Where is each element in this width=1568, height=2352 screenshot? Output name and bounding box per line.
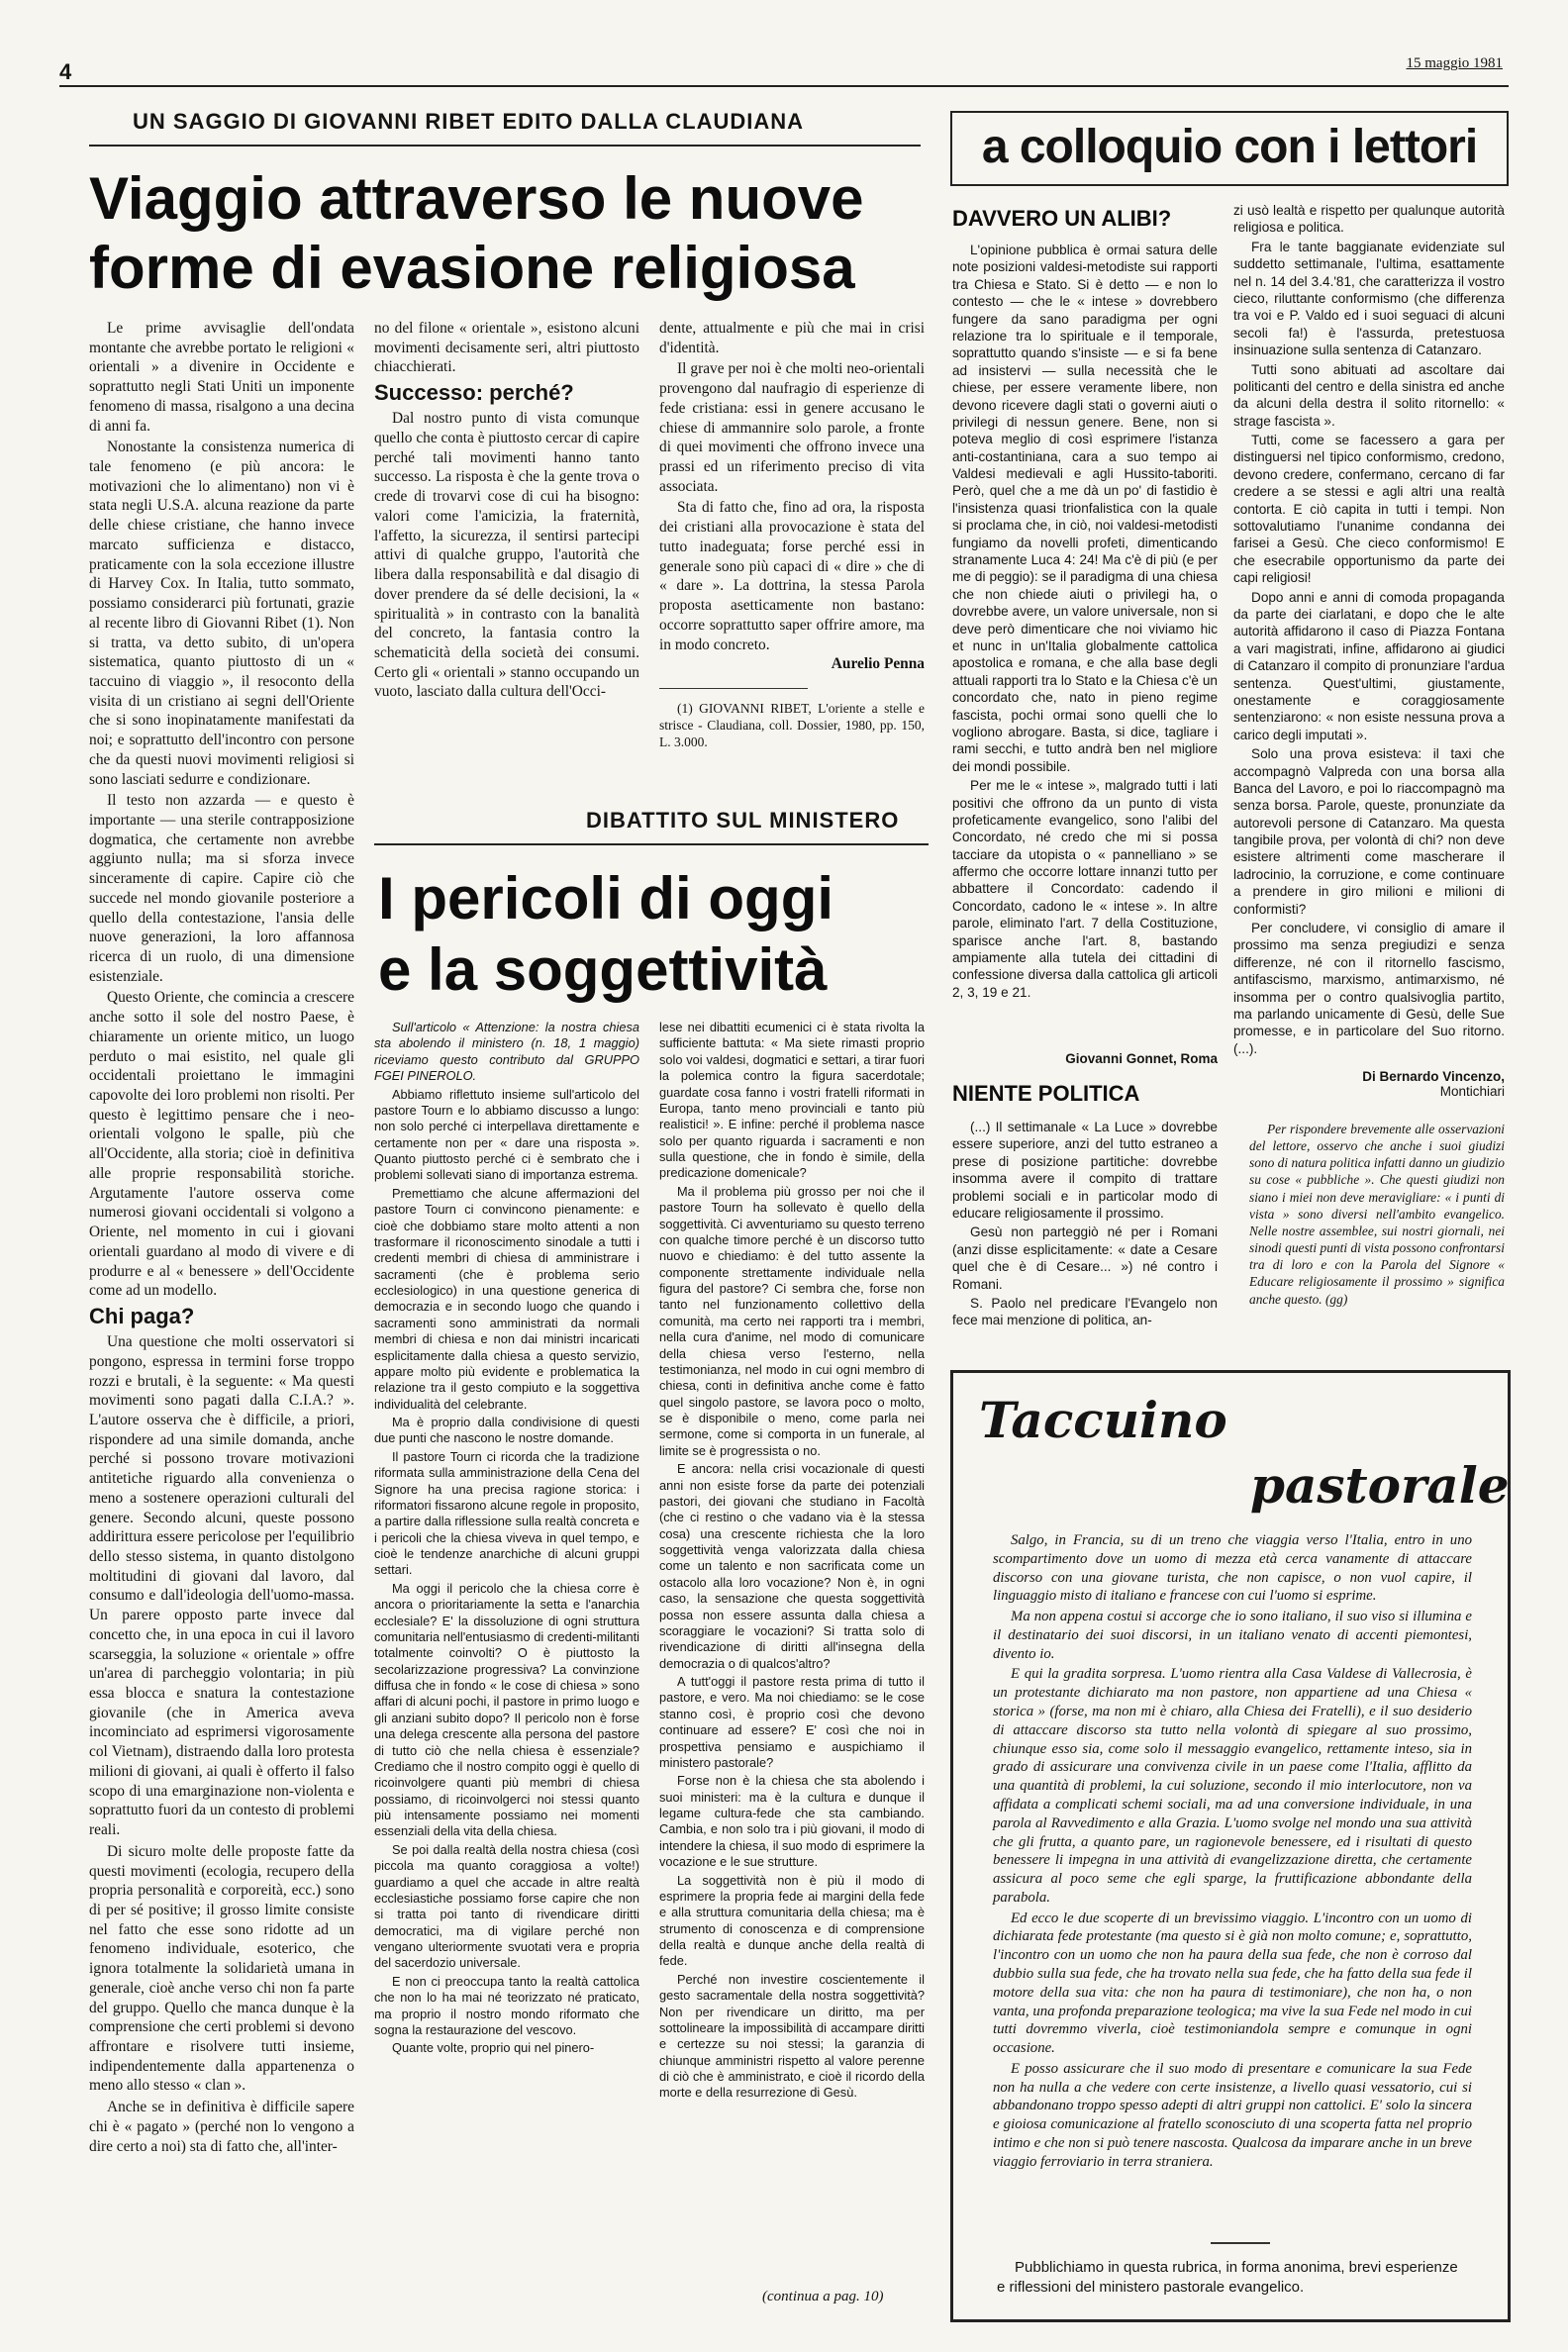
paragraph: E non ci preoccupa tanto la realtà cattolica che non lo ha mai né teorizzato né praticato, ma proprio il nostro mondo riformato che sogna la restaurazione del vescovo. (374, 1973, 639, 2037)
article1-title (89, 164, 864, 303)
paragraph: Il testo non azzarda — e questo è importante — una sterile contrapposizione dogmatica, che certamente non avrebbe aggiunto nulla; ma si sforza invece sinceramente di capire. Capire ciò che succede nel mondo giovanile posteriore a quello della contestazione, l'ansia delle nuove generazioni, la loro affannosa ricerca di un ruolo, di una dimensione esistenziale. (89, 792, 354, 985)
article2-title-line1: I pericoli di oggi (378, 865, 834, 931)
paragraph: no del filone « orientale », esistono alcuni movimenti decisamente seri, altri piuttosto chiacchierati. (374, 320, 639, 376)
paragraph: Se poi dalla realtà della nostra chiesa (così piccola ma quanto coraggiosa a volte!) guardiamo a quel che accade in altre realtà ecclesiastiche possiamo forse capire che non si tratta poi tanto di rivendicare diritti democratici, ma di vigilare perché non vengano ulteriormente svuotati vera e propria del sacerdozio universale. (374, 1841, 639, 1971)
paragraph: Ma è proprio dalla condivisione di questi due punti che nascono le nostre domande. (374, 1415, 639, 1446)
paragraph: La soggettività non è più il modo di esprimere la propria fede ai margini della fede e alla struttura comunitaria della chiesa; ma è strumento di conoscenza e di comprensione della realtà e dunque anche della realtà di fede. (659, 1872, 925, 1969)
colloquio-header: a colloquio con i lettori (950, 111, 1509, 186)
paragraph: Una questione che molti osservatori si pongono, espressa in termini forse troppo rozzi e brutali, è la seguente: « Ma questi movimenti sono pagati dalla C.I.A.? ». L'autore osserva che è difficile, a priori, rispondere ad una simile domanda, anche perché si possono trovare motivazioni antitetiche riguardo alla convenienza o meno a sostenere operazioni culturali del genere. Secondo alcuni, queste possono addirittura essere pericolose per l'equilibrio dello stesso sistema, in quanto distolgono moltitudini di giovani dal lavoro, dal consumo e dall'ideologia dell'uomo-massa. Un parere opposto parte invece dal concetto che, in una epoca in cui il lavoro scarseggia, la soluzione « orientale » offre un'area di parcheggio volontaria; in più essa blocca e snatura la contestazione giovanile (che in America aveva incominciato ad esprimersi vigorosamente col Vietnam), distraendo dalla loro protesta milioni di giovani, ai quali è offerto il falso scopo di una emarginazione non-violenta e soprattutto fuori da un contesto di problemi reali. (89, 1333, 354, 1839)
article2-kicker-rule (374, 843, 929, 845)
letter2-body (952, 1119, 1218, 1386)
paragraph: Solo una prova esisteva: il taxi che accompagnò Valpreda con una borsa alla Banca del Lavoro, e poi lo riaccompagnò ma senza borsa. Parole, queste, pronunziate da autorevoli persone di Catanzaro. Ma questa tangibile prova, per volontà di chi? non deve esistere altrimenti come mascherare il ladrocinio, la corruzione, e come continuare a prendere in giro milioni e milioni di conformisti? (1233, 746, 1505, 917)
article2-column-2 (659, 1020, 925, 2277)
paragraph: A tutt'oggi il pastore resta prima di tutto il pastore, e vero. Ma noi chiediamo: se le cose stanno così, è proprio così che devono continuare ad essere? E' così che noi in prospettiva pensiamo e auspichiamo il ministero pastorale? (659, 1674, 925, 1770)
letter2-signature-place: Montichiari (1439, 1084, 1505, 1099)
paragraph: Gesù non parteggiò né per i Romani (anzi disse esplicitamente: « date a Cesare quel che è di Cesare... ») né contro i Romani. (952, 1225, 1218, 1292)
letter1-title: DAVVERO UN ALIBI? (952, 206, 1172, 231)
paragraph: zi usò lealtà e rispetto per qualunque autorità religiosa e politica. (1233, 203, 1505, 236)
article1-column-2 (374, 319, 639, 784)
issue-date: 15 maggio 1981 (1406, 55, 1503, 71)
paragraph: Sta di fatto che, fino ad ora, la risposta dei cristiani alla provocazione è stata del tutto inadeguata; forse perché essi in generale sono più capaci di « dire » che di « dare ». La dottrina, la stessa Parola proposta asetticamente non bastano: occorre soprattutto saper offrire amore, ma in modo concreto. (659, 499, 925, 653)
paragraph: Fra le tante baggianate evidenziate sul suddetto settimanale, l'ultima, esattamente nel n. 14 del 3.4.'81, che caratterizza il vostro cieco, riluttante conformismo (che differenza tra voi e P. Valdo ed i suoi seguaci di alcuni secoli fa!) è l'assurda, pretestuosa insinuazione sulla sentenza di Catanzaro. (1233, 239, 1505, 358)
letter2-title: NIENTE POLITICA (952, 1081, 1140, 1106)
paragraph: Il grave per noi è che molti neo-orientali provengono dal naufragio di esperienze di fede cristiana: essi in genere accusano le chiese di ammannire solo parole, a fronte di quei movimenti che offrono invece una prassi ed un riferimento preciso di vita associata. (659, 360, 925, 495)
paragraph: Forse non è la chiesa che sta abolendo i suoi ministeri: ma è la cultura e dunque il legame cultura-fede che sta cambiando. Cambia, e non solo tra i più giovani, il modo di intendere la chiesa, il suo modo di esprimere la vocazione e le sue strutture. (659, 1773, 925, 1870)
article2-intro: Sull'articolo « Attenzione: la nostra chiesa sta abolendo il ministero (n. 18, 1 maggio) riceviamo questo contributo dal GRUPPO FGEI PINEROLO. (374, 1020, 639, 1084)
paragraph: Premettiamo che alcune affermazioni del pastore Tourn ci convincono pienamente: e cioè che dobbiamo stare molto attenti a non trasformare il riconoscimento sinodale a tutti i credenti membri di chiesa di amministrare i sacramenti (che è problema serio ecclesiologico) in una questione generica di democrazia e in secondo luogo che quando i sacramenti sono amministrati da normali membri di chiesa e non dai ministri incaricati esplicitamente dalla chiesa a questo servizio, appare molto più evidente e problematica la relazione tra il gesto compiuto e la soggettiva individualità del celebrante. (374, 1185, 639, 1412)
article1-title-line1: Viaggio attraverso le nuove (89, 165, 864, 232)
paragraph: Per me le « intese », malgrado tutti i lati positivi che offrono da un punto di vista profeticamente evangelico, sono l'alibi del Concordato, né credo che mi si possa tacciare da utopista o « pannelliano » se affermo che occorre lottare innanzi tutto per abbattere il Concordato: cadendo il Concordato, cadono le « intese ». In altre parole, eliminato l'art. 7 della Costituzione, sparisce anche l'art. 8, bastando ampiamente alla tutela dei cittadini di confessione diversa dalla cattolica gli articoli 2, 3, 19 e 21. (952, 778, 1218, 1000)
kicker-rule (89, 145, 921, 147)
paragraph: Questo Oriente, che comincia a crescere anche sotto il sole del nostro Paese, è chiaramente un oriente mitico, un luogo perduto o mai esistito, nel quale gli occidentali proiettano le immagini capovolte dei loro problemi non risolti. Per questo è legittimo pensare che i neo-orientali volgono le spalle, più che all'Occidente, alla storia; cioè in definitiva alle proprie responsabilità storiche. Argutamente l'autore osserva come numerosi giovani occidentali si volgono a Oriente, nel momento in cui i giovani orientali guardano al modo di vivere e di produrre e al « benessere » dell'Occidente come ad un modello. (89, 989, 354, 1300)
paragraph: (...) Il settimanale « La Luce » dovrebbe essere superiore, anzi del tutto estraneo a prese di posizione partitiche: dovrebbe insomma avere il compito di trattare problemi sociali e in particolar modo di educare religiosamente il prossimo. (952, 1120, 1218, 1221)
paragraph: Perché non investire coscientemente il gesto sacramentale della nostra soggettività? Non per rivendicare un diritto, ma per sottolineare la impossibilità di accampare diritti e certezze su noi stessi; la garanzia di chiunque amministri rispetto al valore perenne di ciò che è amministrato, e cioè il ricordo della morte e della resurrezione di Gesù. (659, 1971, 925, 2101)
letter1-body (952, 242, 1218, 1069)
taccuino-body (993, 1531, 1472, 2224)
paragraph: Quante volte, proprio qui nel pinero- (392, 2040, 595, 2056)
paragraph: Salgo, in Francia, su di un treno che viaggia verso l'Italia, entro in uno scompartimento dove un uomo di mezza età cerca vanamente di attaccare discorso con una giovane turista, che non capisce, o non vuol capire, il linguaggio misto di italiano e francese con cui l'uomo si esprime. (993, 1532, 1472, 1605)
divider-mark (1211, 2242, 1270, 2244)
article1-column-1 (89, 319, 354, 2155)
paragraph: dente, attualmente e più che mai in crisi d'identità. (659, 320, 925, 356)
paragraph: E ancora: nella crisi vocazionale di questi anni non esiste forse da parte dei potenziali pastori, dei giovani che studiano in Facoltà (che ci restino o che vadano via è la stessa cosa) una crescente richiesta che la loro soggettività venga valorizzata dalla chiesa come un talento e non sacrificata come un ostacolo alla loro vocazione? Non è, in ogni caso, la sensazione che questa soggettività possa non essere assunta dalla chiesa a scoraggiare le vocazioni? Si tratta solo di rivendicazione di diritti all'insegna della democrazia o di qualcos'altro? (659, 1461, 925, 1671)
paragraph: Anche se in definitiva è difficile sapere chi è « pagato » (perché non lo vengono a dire certo a noi) sta di fatto che, all'inter- (89, 2099, 354, 2155)
paragraph: Tutti, come se facessero a gara per distinguersi nel tipico conformismo, credono, devono credere, confermano, cercano di far credere a se stessi e agli altri una realtà contorta. E ciò capita in tutti i tempi. Non sottovalutiamo l'unanime condanna dei farisei a Gesù. Che cieco conformismo! E che esecrabile opportunismo da parte dei capi religiosi! (1233, 433, 1505, 586)
article1-column-3 (659, 319, 925, 794)
paragraph: Ma oggi il pericolo che la chiesa corre è ancora o prioritariamente la setta e l'anarchia ecclesiale? E' la dissoluzione di ogni struttura comunitaria nell'entusiasmo di credenti-militanti totalmente coinvolti? O è piuttosto la secolarizzazione progressiva? La convinzione diffusa che in fondo « le cose di chiesa » sono affari di alcuni pochi, il pastore in primo luogo e gli anziani subito dopo? Il pericolo non è forse una delega crescente alla persona del pastore di tutto ciò che nella chiesa è essenziale? Crediamo che il nostro compito oggi è quello di ricoinvolgere quanti più membri di chiesa possiamo, di ricoinvolgerci noi stessi quanto più intensamente possiamo nei momenti essenziali della vita della chiesa. (374, 1580, 639, 1839)
article1-kicker: UN SAGGIO DI GIOVANNI RIBET EDITO DALLA CLAUDIANA (133, 109, 805, 134)
paragraph: Tutti sono abituati ad ascoltare dai politicanti del centro e della sinistra ed anche da alcuni della destra il solito ritornello: « strage fascista ». (1233, 361, 1505, 429)
continued-note: (continua a pag. 10) (762, 2289, 884, 2304)
paragraph: Dopo anni e anni di comoda propaganda da parte dei ciarlatani, e dopo che le alte autorità affidarono il caso di Piazza Fontana a vari magistrati, infine, affidarono ai giudici di Catanzaro il compito di pronunziare l'ardua sentenza. Quest'ultimi, giustamente, onestamente e coraggiosamente sentenziarono: « non esiste nessuna prova a carico degli imputati ». (1233, 589, 1505, 742)
editor-reply (1249, 1121, 1505, 1390)
paragraph: Le prime avvisaglie dell'ondata montante che avrebbe portato le religioni « orientali » a divenire in Occidente e soprattutto negli Stati Uniti un imponente fenomeno di massa, risalgono a una decina di anni fa. (89, 320, 354, 435)
paragraph: Per rispondere brevemente alle osservazioni del lettore, osservo che anche i suoi giudizi sono di natura politica infatti danno un giudizio su cose « pubbliche ». Che questi giudizi non siano i miei non deve meravigliare: « i punti di vista » sono diversi nell'ambito evangelico. Nelle nostre assemblee, sui nostri giornali, nei sinodi questi punti di vista possono confrontarsi tra di loro e con la Parola del Signore « Educare religiosamente il prossimo » significa anche questo. (gg) (1249, 1122, 1505, 1307)
page-number: 4 (59, 59, 72, 84)
subheading-chi-paga: Chi paga? (89, 1303, 195, 1328)
taccuino-title-1: Taccuino (979, 1391, 1227, 1449)
article2-title-line2: e la soggettività (378, 936, 828, 1003)
article2-column-1 (374, 1020, 639, 2310)
paragraph: lese nei dibattiti ecumenici ci è stata rivolta la sufficiente battuta: « Ma siete rimasti proprio solo voi valdesi, dogmatici e settari, a tirar fuori la polemica contro la figura sacerdotale; guardate cosa fanno i vostri fratelli riformati in Europa, tanto meno provinciali e tanto più realistici! ». E infine: perché il problema nasce solo per quanto riguarda i sacramenti e non sulla questione, che in fondo è simile, della predicazione domenicale? (659, 1020, 925, 1181)
paragraph: L'opinione pubblica è ormai satura delle note posizioni valdesi-metodiste sui rapporti tra Chiesa e Stato. Si è detto — e non lo contesto — che le « intese » dovrebbero fungere da sano paradigma per ogni relazione tra lo spirituale e il temporale, soprattutto quando s'insiste — e si fa bene ad insistervi — sulla necessità che le chiese, per essere veramente libere, non devono ricevere dagli stati o governi aiuti o privilegi di nessun genere. Bene, non si poteva meglio di così esprimere l'istanza anti-costantiniana, cara a suo tempo ai Valdesi medievali e agli Hussito-taboriti. Però, quel che a me dà un po' di fastidio è l'insistenza quasi trionfalistica con la quale si proclama che, in ciò, noi valdesi-metodisti fungiamo da novelli profeti, dimenticando stranamente Luca 4: 24! Ma c'è di più (e per me di peggio): se il paradigma di una chiesa che non chiede aiuti o privilegi ha, o dovrebbe avere, un valore universale, non si deve però dimenticare che noi viviamo hic et nunc in un'Italia globalmente cattolica apostolica e romana, e che alla base degli attuali rapporti tra lo Stato e la Chiesa c'è un concordato che, nato in pieno regime fascista, pochi ormai sono quelli che lo vogliono abrogare. Basta, si dice, tagliare i rami secchi, e tutto andrà ben nel migliore dei mondi possibile. (952, 243, 1218, 774)
article1-footnote: (1) GIOVANNI RIBET, L'oriente a stelle e strisce - Claudiana, coll. Dossier, 1980, pp. 150, L. 3.000. (659, 700, 925, 750)
article1-title-line2: forme di evasione religiosa (89, 235, 855, 301)
letter2-continued (1233, 202, 1505, 1069)
article2-kicker: DIBATTITO SUL MINISTERO (586, 808, 900, 833)
taccuino-title-2: pastorale (1250, 1456, 1510, 1515)
top-rule (59, 85, 1509, 87)
paragraph: Ed ecco le due scoperte di un brevissimo viaggio. L'incontro con un uomo di dichiarata fede protestante (ma questo si è già non molto comune; e, soprattutto, l'incontro con un uomo che non ha paura della sua fede, che non è corroso dal dubbio sulla sua fede, che ha trovato nella sua fede, che ha fatto della sua fede il motore della sua vita: che non ha paura di testimoniare), che non ha, o non vanta, una profonda preparazione teologica; ma vive la sua Fede nel modo in cui tutti dovremmo viverla, cioè testimoniandola sempre e comunque in ogni occasione. (993, 1910, 1472, 2057)
paragraph: Abbiamo riflettuto insieme sull'articolo del pastore Tourn e lo abbiamo discusso a lungo: non solo perché ci interpellava direttamente e certamente non per « dare una risposta ». Quanto piuttosto perché ci è sembrato che i problemi sollevati siano di importanza estrema. (374, 1086, 639, 1183)
letter1-signature: Giovanni Gonnet, Roma (1065, 1051, 1218, 1066)
paragraph: E qui la gradita sorpresa. L'uomo rientra alla Casa Valdese di Vallecrosia, è un protestante dichiarato ma non pastore, non appartiene ad una Chiesa « storica » (forse, ma non mi è chiaro, alla Chiesa dei Fratelli), e il suo desiderio di attaccare discorso sta tutto nella volontà di spiegare al suo prossimo, chiunque esso sia, come solo il messaggio evangelico, rettamente inteso, sia in grado di assicurare una convivenza civile in un paese come l'Italia, afflitto da una quantità di problemi, la cui soluzione, secondo il mio interlocutore, non va affidata a complicati schemi sociali, ma ad una conversione individuale, in una parola al Ravvedimento e alla Grazia. L'uomo svolge nel mondo una sua attività che gli frutta, a quanto pare, un ragionevole benessere, ed i risultati di questo benessere li impegna in una attività di evangelizzazione diretta, che certamente assicura al poco seme che egli sparge, la fruttificazione abbondante della parabola. (993, 1666, 1472, 1906)
paragraph: Ma non appena costui si accorge che io sono italiano, il suo viso si illumina e il destinatario dei suoi discorsi, in un italiano venato di accenti piemontesi, divento io. (993, 1609, 1472, 1662)
article2-title (378, 863, 833, 1006)
paragraph: Dal nostro punto di vista comunque quello che conta è piuttosto cercar di capire perché tali movimenti hanno tanto successo. La risposta è che la gente trova o crede di trovarvi cose di cui ha bisogno: valori come l'amicizia, la fraternità, l'affetto, la sicurezza, il sentirsi partecipi attivi di qualche gruppo, l'autorità che libera dalla responsabilità e dal disagio di dover prendere da sé delle decisioni, la « spiritualità » in contrasto con la banalità del concreto, la fantasia contro la schematicità della società dei consumi. Certo gli « orientali » stanno occupando un vuoto, lasciato dalla cultura dell'Occi- (374, 410, 639, 701)
paragraph: Il pastore Tourn ci ricorda che la tradizione riformata sulla amministrazione della Cena del Signore ha una precisa ragione storica: i riformatori fissarono alcune regole in proposito, a partire dalla riflessione sulla realtà concreta e i pericoli che la chiesa viveva in quel tempo, e cioè le tendenze anarchiche di alcuni gruppi settari. (374, 1448, 639, 1578)
paragraph: Di sicuro molte delle proposte fatte da questi movimenti (ecologia, recupero della propria personalità e corporeità, ecc.) sono di per sé positive; il grosso limite consiste nel fatto che esse sono ridotte ad un fenomeno individuale, esoterico, che ignora totalmente la solidarietà umana in generale, cioè anche verso chi non fa parte del gruppo. Quello che manca dunque è la comprensione che certi problemi si devono affrontare e risolvere tutti insieme, indipendentemente dalla appartenenza o meno allo stesso « clan ». (89, 1842, 354, 2095)
subheading-successo: Successo: perché? (374, 380, 574, 406)
footnote-rule (659, 688, 808, 689)
taccuino-footer: Pubblichiamo in questa rubrica, in forma anonima, brevi esperienze e riflessioni del ministero pastorale evangelico. (997, 2259, 1458, 2296)
paragraph: E posso assicurare che il suo modo di presentare e comunicare la sua Fede non ha nulla a che vedere con certe insistenze, a livello quasi vessatorio, cui si abbandonano troppo spesso adepti di altri gruppi non cattolici. E' solo la sincera e gioiosa comunicazione al fratello sconosciuto di una scoperta fatta nel proprio intimo e che non si può tenere nascosta. Qualcosa da imparare anche in un breve viaggio ferroviario in terra straniera. (993, 2060, 1472, 2170)
paragraph: Ma il problema più grosso per noi che il pastore Tourn ha sollevato è quello della soggettività. Ci avventuriamo su questo terreno con qualche timore perché è un discorso tutto nuovo e chiediamo: è del tutto assente la componente strettamente individuale nella figura del pastore? Ci sembra che, forse non tanto nel funzionamento collettivo della comunità, ma certo nei rapporti tra i membri, nella cura d'anime, nel modo di comunicare della chiesa verso l'esterno, nella testimonianza, nel modo in cui ogni membro di chiesa, conti in definitiva anche come è fatto quel singolo pastore, se lavora poco o molto, se è disponibile o meno, come parla nei sermone, come si comporta in un funerale, al limite se è progressista o no. (659, 1183, 925, 1458)
letter2-signature (1233, 1069, 1505, 1099)
paragraph: Nonostante la consistenza numerica di tale fenomeno (e più ancora: le motivazioni che lo alimentano) non vi è stata negli U.S.A. alcuna reazione da parte delle chiese cristiane, che hanno invece marcato sufficienza e distacco, praticamente con la sola eccezione illustre di Harvey Cox. In Italia, tutto sommato, possiamo considerarci più fortunati, grazie al recente libro di Giovanni Ribet (1). Non si tratta, va detto subito, di un'opera sistematica, quanto piuttosto di un « taccuino di viaggio », il resoconto della visita di un cristiano ai segni dell'Oriente che si sono inopinatamente manifestati da noi; e soprattutto dell'incontro con persone che da questi nuovi movimenti religiosi si sono lasciati sedurre e condizionare. (89, 439, 354, 788)
article1-signature: Aurelio Penna (831, 655, 925, 673)
taccuino-box (950, 1370, 1511, 2322)
letter2-signature-name: Di Bernardo Vincenzo, (1362, 1069, 1505, 1084)
paragraph: Per concludere, vi consiglio di amare il prossimo ma senza pregiudizi e senza differenze, né con il ritornello fascismo, antifascismo, marxismo, antimarxismo, né insomma per o contro qualsivoglia partito, ma parlando unicamente di Gesù, delle Sue promesse, e in particolare del Suo ritorno. (...). (1233, 921, 1505, 1056)
paragraph: S. Paolo nel predicare l'Evangelo non fece mai menzione di politica, an- (952, 1295, 1218, 1328)
